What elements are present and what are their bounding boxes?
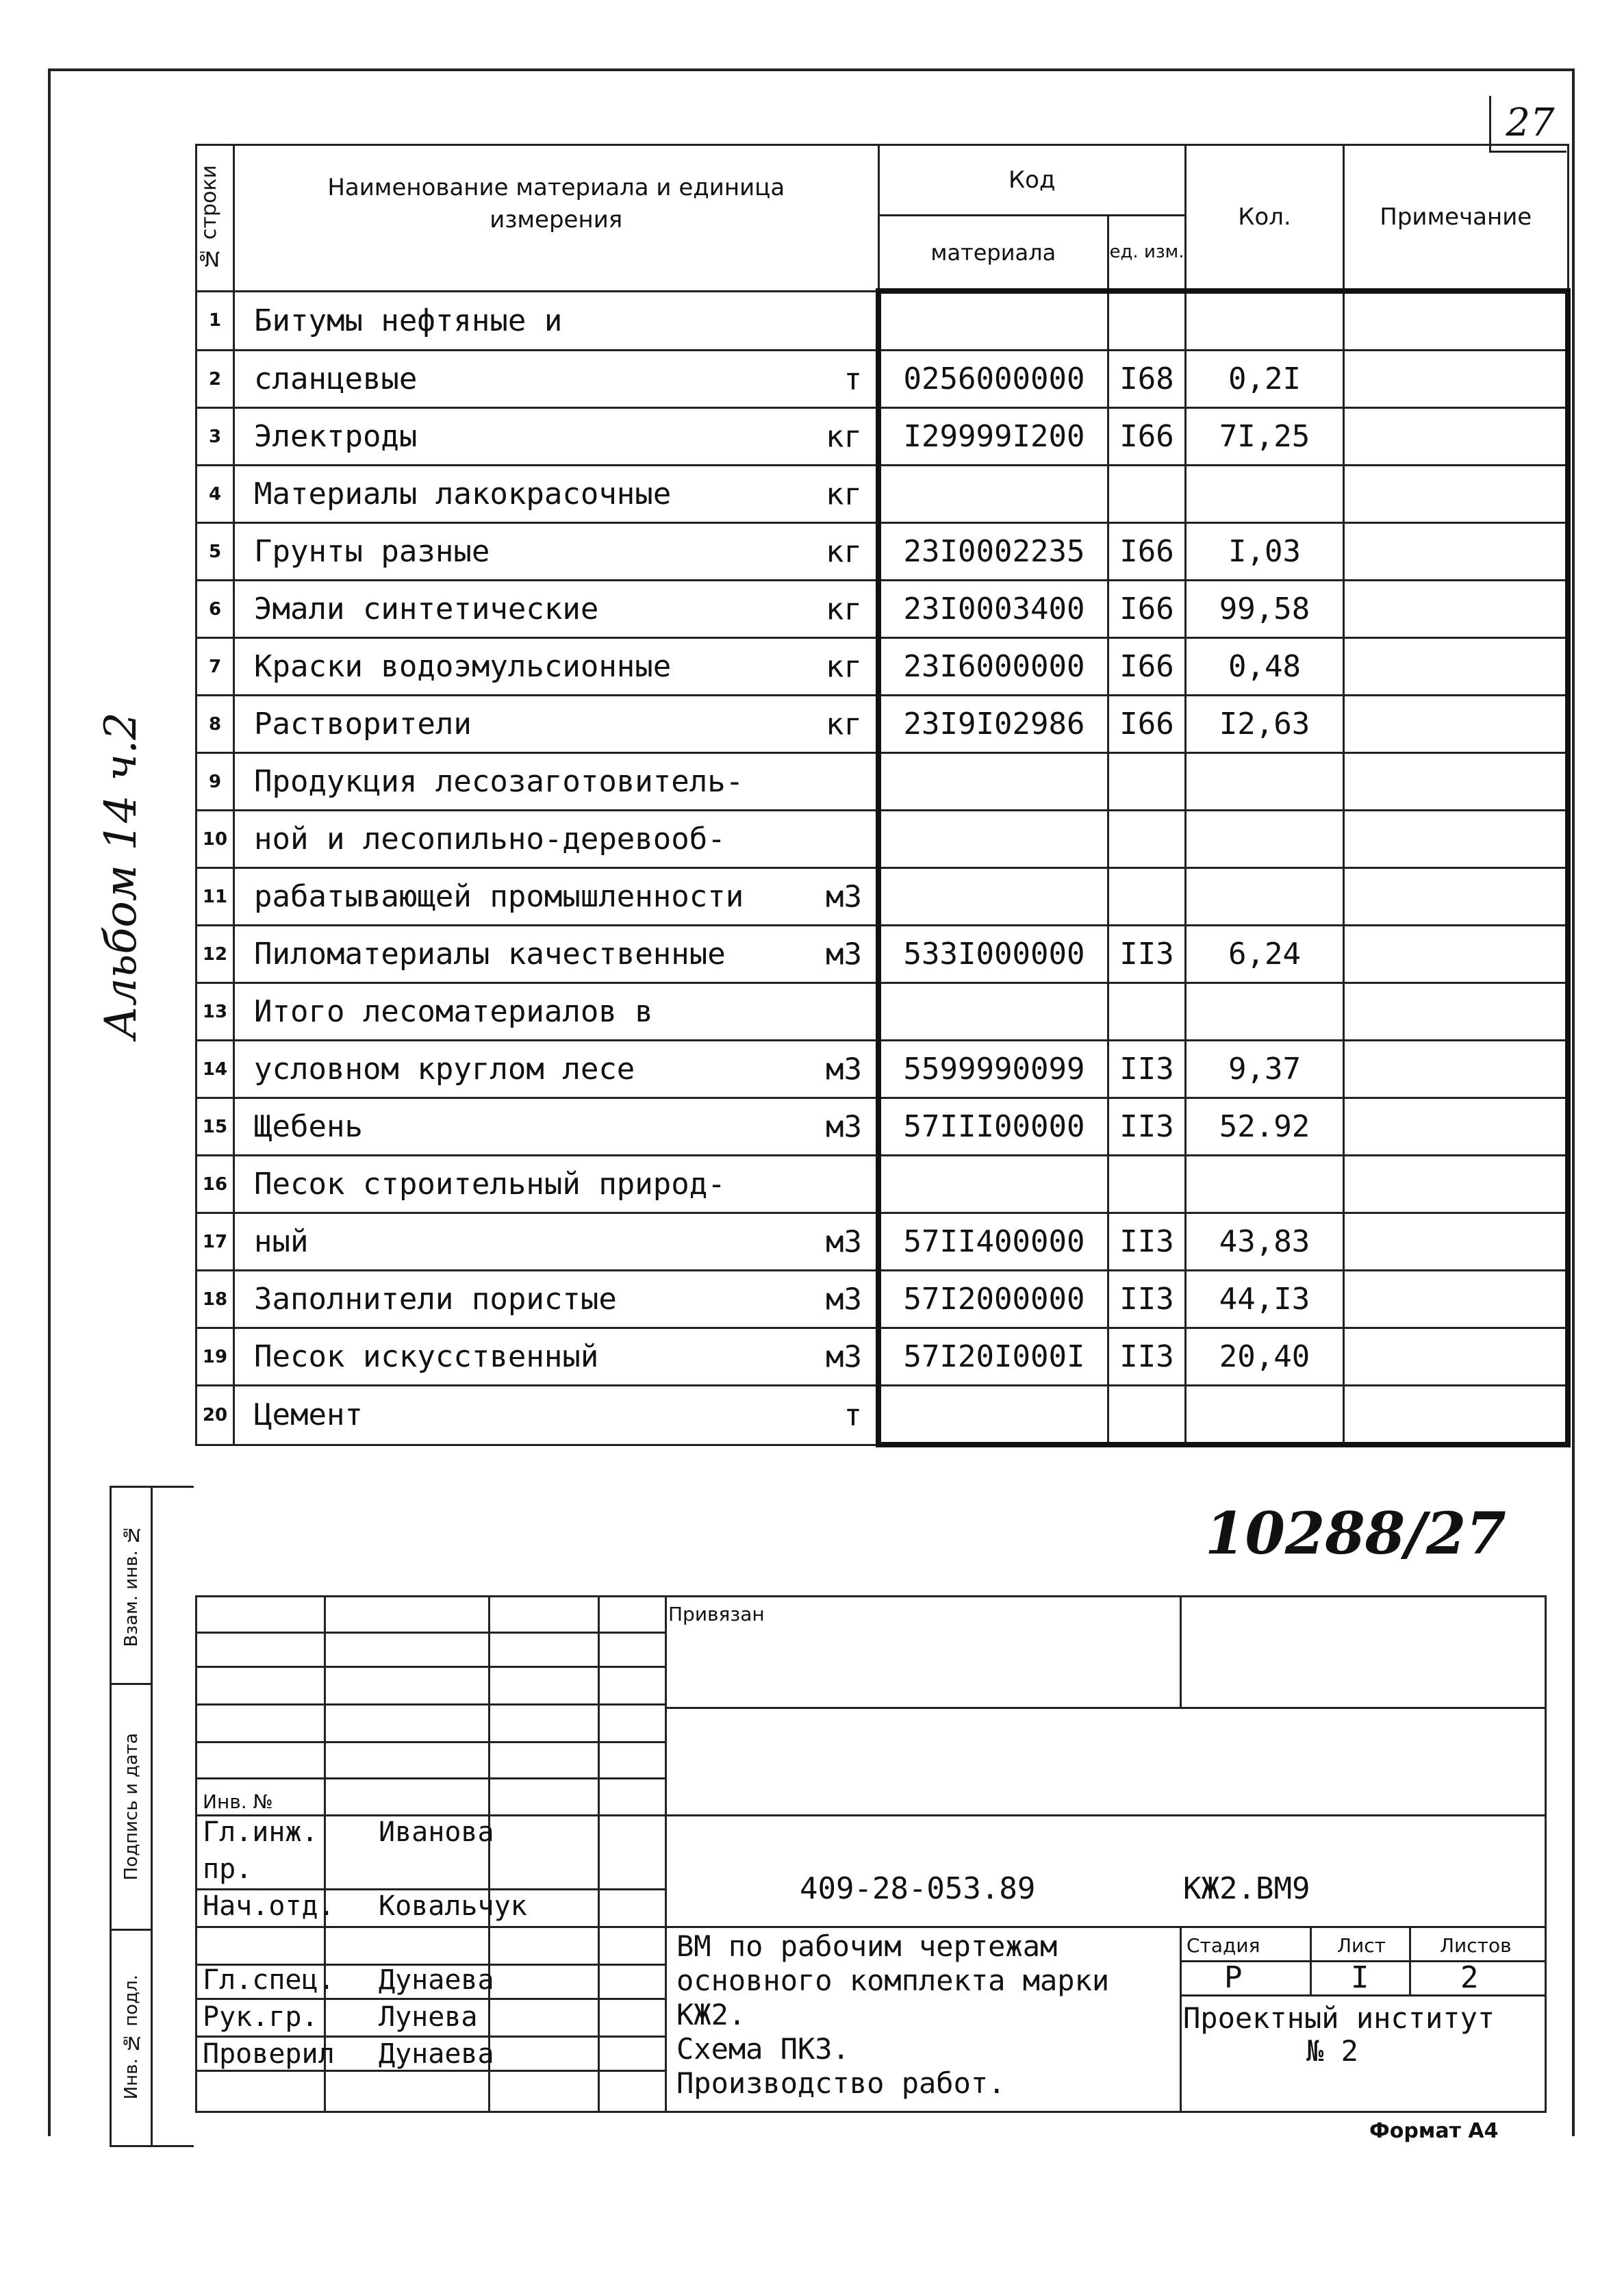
- signer-name: Ковальчук: [379, 1890, 527, 1922]
- signer-role: Гл.спец.: [203, 1964, 335, 1996]
- header-note: Примечание: [1344, 145, 1569, 292]
- material-name-text: сланцевые: [254, 362, 418, 396]
- unit-code: [1108, 291, 1186, 351]
- material-code: [878, 868, 1108, 926]
- row-number: 14: [196, 1041, 234, 1098]
- row-number: 16: [196, 1156, 234, 1213]
- material-name: [234, 408, 879, 466]
- row-number: 17: [196, 1213, 234, 1271]
- material-name: [234, 811, 879, 868]
- unit-code: II3: [1108, 1213, 1186, 1271]
- format-label: Формат А4: [1369, 2119, 1499, 2143]
- row-number: 11: [196, 868, 234, 926]
- row-number: 5: [196, 523, 234, 581]
- table-row: [196, 1156, 1569, 1213]
- material-name: [234, 1328, 879, 1386]
- signer-role: Гл.инж.: [203, 1816, 318, 1848]
- row-number: 6: [196, 581, 234, 638]
- material-code: [878, 466, 1108, 523]
- table-row: [196, 638, 1569, 696]
- margin-strip: [110, 1486, 194, 2147]
- material-name: [234, 1098, 879, 1156]
- table-row: [196, 408, 1569, 466]
- material-code: 57I2000000: [878, 1271, 1108, 1328]
- material-name: [234, 638, 879, 696]
- table-row: [196, 811, 1569, 868]
- note: [1344, 1213, 1569, 1271]
- inv-no-label: Инв. №: [203, 1790, 273, 1813]
- description-line: Производство работ.: [676, 2066, 1006, 2100]
- note: [1344, 811, 1569, 868]
- material-name-text: Песок искусственный: [254, 1339, 599, 1374]
- table-row: [196, 1213, 1569, 1271]
- unit-code: II3: [1108, 1271, 1186, 1328]
- material-unit: м3: [826, 1282, 862, 1317]
- unit-code: I66: [1108, 408, 1186, 466]
- material-name: [234, 868, 879, 926]
- table-row: [196, 1328, 1569, 1386]
- material-name-text: условном круглом лесе: [254, 1052, 635, 1087]
- material-code: 23I0003400: [878, 581, 1108, 638]
- table-row: [196, 868, 1569, 926]
- material-name-text: Итого лесоматериалов в: [254, 994, 653, 1029]
- quantity: 0,48: [1186, 638, 1344, 696]
- unit-code: [1108, 983, 1186, 1041]
- material-name: [234, 1213, 879, 1271]
- signer-role: Проверил: [203, 2038, 335, 2070]
- material-code: [878, 1156, 1108, 1213]
- quantity: 7I,25: [1186, 408, 1344, 466]
- header-code-unit: ед. изм.: [1108, 216, 1186, 292]
- material-unit: кг: [826, 649, 862, 684]
- unit-code: II3: [1108, 1098, 1186, 1156]
- quantity: [1186, 466, 1344, 523]
- material-unit: т: [843, 1397, 862, 1433]
- table-row: [196, 466, 1569, 523]
- material-code: I29999I200: [878, 408, 1108, 466]
- note: [1344, 1156, 1569, 1213]
- stage-value: Р: [1224, 1960, 1243, 1995]
- description-line: Схема ПКЗ.: [676, 2032, 850, 2066]
- quantity: 52.92: [1186, 1098, 1344, 1156]
- material-name: [234, 983, 879, 1041]
- unit-code: [1108, 753, 1186, 811]
- quantity: [1186, 753, 1344, 811]
- frame-border-top: [48, 68, 1575, 71]
- row-number: 12: [196, 926, 234, 983]
- note: [1344, 638, 1569, 696]
- material-name: [234, 1041, 879, 1098]
- material-code: 5599990099: [878, 1041, 1108, 1098]
- quantity: 9,37: [1186, 1041, 1344, 1098]
- unit-code: II3: [1108, 1041, 1186, 1098]
- quantity: [1186, 1156, 1344, 1213]
- material-name-text: Продукция лесозаготовитель-: [254, 764, 744, 799]
- note: [1344, 1041, 1569, 1098]
- signer-role: Рук.гр.: [203, 2001, 318, 2033]
- row-number: 4: [196, 466, 234, 523]
- privyazan-label: Привязан: [668, 1603, 765, 1625]
- note: [1344, 1328, 1569, 1386]
- material-name-text: Растворители: [254, 707, 472, 741]
- material-name-text: ный: [254, 1224, 309, 1259]
- org-line-1: Проектный институт: [1183, 2001, 1495, 2035]
- material-name-text: Материалы лакокрасочные: [254, 477, 672, 511]
- quantity: [1186, 868, 1344, 926]
- title-block: [195, 1595, 1547, 2113]
- header-name: Наименование материала и единица измерения: [234, 145, 879, 292]
- material-code: [878, 291, 1108, 351]
- material-name: [234, 1156, 879, 1213]
- row-number: 2: [196, 351, 234, 408]
- quantity: I,03: [1186, 523, 1344, 581]
- note: [1344, 753, 1569, 811]
- material-unit: м3: [826, 1109, 862, 1144]
- note: [1344, 868, 1569, 926]
- materials-table: [195, 144, 1571, 1447]
- material-name: [234, 523, 879, 581]
- table-row: [196, 1386, 1569, 1445]
- material-name-text: Песок строительный природ-: [254, 1167, 726, 1202]
- material-unit: кг: [826, 707, 862, 741]
- material-name-text: Электроды: [254, 419, 418, 454]
- table-row: [196, 696, 1569, 753]
- header-row-no: № строки: [196, 145, 234, 292]
- margin-inv-podl: Инв. № подл.: [120, 1974, 142, 2100]
- material-name-text: ной и лесопильно-деревооб-: [254, 822, 726, 857]
- header-code-material: материала: [878, 216, 1108, 292]
- table-row: [196, 753, 1569, 811]
- material-name-text: Щебень: [254, 1109, 363, 1144]
- table-row: [196, 926, 1569, 983]
- unit-code: I66: [1108, 523, 1186, 581]
- signer-name: Иванова: [379, 1816, 494, 1848]
- material-name: [234, 581, 879, 638]
- signer-role: Нач.отд.: [203, 1890, 335, 1922]
- note: [1344, 1271, 1569, 1328]
- note: [1344, 523, 1569, 581]
- note: [1344, 696, 1569, 753]
- doc-code: 409-28-053.89: [800, 1871, 1036, 1906]
- row-number: 7: [196, 638, 234, 696]
- unit-code: [1108, 466, 1186, 523]
- material-unit: м3: [826, 1052, 862, 1087]
- quantity: [1186, 983, 1344, 1041]
- table-row: [196, 1098, 1569, 1156]
- note: [1344, 291, 1569, 351]
- unit-code: [1108, 1386, 1186, 1445]
- unit-code: II3: [1108, 926, 1186, 983]
- material-code: [878, 811, 1108, 868]
- material-name: [234, 351, 879, 408]
- note: [1344, 983, 1569, 1041]
- quantity: I2,63: [1186, 696, 1344, 753]
- handwritten-number: 10288/27: [1205, 1499, 1506, 1567]
- sheet-number: 27: [1506, 101, 1555, 145]
- signer-name: Дунаева: [379, 2038, 494, 2070]
- material-code: [878, 1386, 1108, 1445]
- material-unit: м3: [826, 1224, 862, 1259]
- quantity: [1186, 1386, 1344, 1445]
- note: [1344, 351, 1569, 408]
- material-unit: кг: [826, 419, 862, 454]
- sheet-value: I: [1351, 1960, 1369, 1995]
- material-code: 57II400000: [878, 1213, 1108, 1271]
- stage-label: Стадия: [1187, 1934, 1260, 1957]
- note: [1344, 1098, 1569, 1156]
- material-name: [234, 291, 879, 351]
- quantity: 44,I3: [1186, 1271, 1344, 1328]
- note: [1344, 408, 1569, 466]
- quantity: 20,40: [1186, 1328, 1344, 1386]
- description-line: ВМ по рабочим чертежам: [676, 1929, 1058, 1963]
- material-unit: м3: [826, 879, 862, 914]
- row-number: 10: [196, 811, 234, 868]
- material-name: [234, 926, 879, 983]
- material-code: 23I9I02986: [878, 696, 1108, 753]
- unit-code: II3: [1108, 1328, 1186, 1386]
- row-number: 3: [196, 408, 234, 466]
- quantity: [1186, 811, 1344, 868]
- header-quantity: Кол.: [1186, 145, 1344, 292]
- album-note: Альбом 14 ч.2: [96, 712, 147, 1039]
- table-row: [196, 523, 1569, 581]
- material-name: [234, 1386, 879, 1445]
- material-code: [878, 983, 1108, 1041]
- material-name-text: Пиломатериалы качественные: [254, 937, 726, 972]
- quantity: 0,2I: [1186, 351, 1344, 408]
- table-row: [196, 1271, 1569, 1328]
- sheet-label: Лист: [1337, 1934, 1386, 1957]
- table-row: [196, 291, 1569, 351]
- material-unit: кг: [826, 592, 862, 626]
- material-name: [234, 696, 879, 753]
- quantity: 43,83: [1186, 1213, 1344, 1271]
- row-number: 18: [196, 1271, 234, 1328]
- material-code: 57III00000: [878, 1098, 1108, 1156]
- quantity: 6,24: [1186, 926, 1344, 983]
- table-row: [196, 1041, 1569, 1098]
- material-code: 533I000000: [878, 926, 1108, 983]
- unit-code: I66: [1108, 696, 1186, 753]
- material-code: 23I6000000: [878, 638, 1108, 696]
- row-number: 19: [196, 1328, 234, 1386]
- row-number: 1: [196, 291, 234, 351]
- material-unit: кг: [826, 477, 862, 511]
- frame-border-right: [1572, 68, 1575, 2136]
- material-unit: м3: [826, 937, 862, 972]
- row-number: 8: [196, 696, 234, 753]
- margin-vzam-inv: Взам. инв. №: [112, 1488, 151, 1685]
- org-line-2: № 2: [1306, 2034, 1358, 2068]
- material-unit: м3: [826, 1339, 862, 1374]
- description-line: основного комплекта марки: [676, 1964, 1110, 1997]
- table-row: [196, 983, 1569, 1041]
- material-name-text: Цемент: [254, 1397, 363, 1433]
- signer-role: пр.: [203, 1853, 253, 1885]
- note: [1344, 581, 1569, 638]
- material-name-text: Грунты разные: [254, 534, 490, 569]
- quantity: 99,58: [1186, 581, 1344, 638]
- table-row: [196, 351, 1569, 408]
- material-name: [234, 466, 879, 523]
- doc-mark: КЖ2.ВМ9: [1183, 1871, 1310, 1906]
- unit-code: [1108, 868, 1186, 926]
- signer-name: Дунаева: [379, 1964, 494, 1996]
- material-name-text: рабатывающей промышленности: [254, 879, 744, 914]
- table-row: [196, 581, 1569, 638]
- unit-code: [1108, 1156, 1186, 1213]
- material-name-text: Битумы нефтяные и: [254, 303, 563, 338]
- unit-code: I66: [1108, 581, 1186, 638]
- row-number: 13: [196, 983, 234, 1041]
- material-name-text: Эмали синтетические: [254, 592, 599, 626]
- description-line: КЖ2.: [676, 1998, 746, 2031]
- note: [1344, 466, 1569, 523]
- row-number: 15: [196, 1098, 234, 1156]
- margin-podpis-data: Подпись и дата: [112, 1685, 151, 1931]
- material-name-text: Заполнители пористые: [254, 1282, 617, 1317]
- unit-code: [1108, 811, 1186, 868]
- unit-code: I66: [1108, 638, 1186, 696]
- material-name-text: Краски водоэмульсионные: [254, 649, 672, 684]
- material-code: 57I20I000I: [878, 1328, 1108, 1386]
- unit-code: I68: [1108, 351, 1186, 408]
- note: [1344, 926, 1569, 983]
- material-code: 23I0002235: [878, 523, 1108, 581]
- row-number: 9: [196, 753, 234, 811]
- note: [1344, 1386, 1569, 1445]
- material-code: [878, 753, 1108, 811]
- material-code: 0256000000: [878, 351, 1108, 408]
- header-code: Код: [878, 145, 1186, 216]
- quantity: [1186, 291, 1344, 351]
- material-name: [234, 1271, 879, 1328]
- material-unit: т: [843, 362, 862, 396]
- material-unit: кг: [826, 534, 862, 569]
- frame-border-left: [48, 68, 51, 2136]
- signer-name: Лунева: [379, 2001, 478, 2033]
- row-number: 20: [196, 1386, 234, 1445]
- material-name: [234, 753, 879, 811]
- sheets-value: 2: [1460, 1960, 1479, 1995]
- sheets-label: Листов: [1440, 1934, 1512, 1957]
